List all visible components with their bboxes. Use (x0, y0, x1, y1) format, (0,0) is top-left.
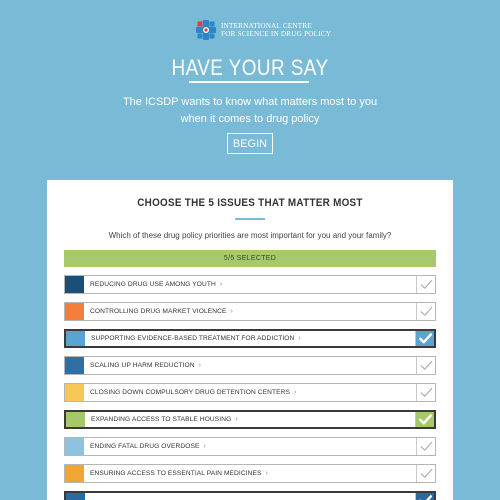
begin-button[interactable]: BEGIN (227, 133, 273, 154)
intro-text: The ICSDP wants to know what matters most to you when it comes to drug policy (122, 96, 378, 125)
issue-label-text: SCALING UP HARM REDUCTION (90, 362, 195, 369)
issue-label (90, 276, 222, 293)
issue-label (90, 303, 233, 320)
logo-line-2: FOR SCIENCE IN DRUG POLICY (221, 30, 332, 38)
title-underline (189, 81, 309, 83)
issue-option[interactable] (64, 491, 436, 500)
issue-label-text: SUPPORTING EVIDENCE-BASED TREATMENT FOR ADDICTION (91, 335, 295, 342)
issue-option[interactable] (64, 275, 436, 294)
check-filled-icon[interactable] (415, 331, 434, 346)
issue-option[interactable] (64, 383, 436, 402)
chevron-right-icon: › (203, 443, 206, 450)
chevron-right-icon: › (235, 416, 238, 423)
chevron-right-icon: › (230, 308, 233, 315)
logo-line-1: INTERNATIONAL CENTRE (221, 22, 312, 30)
issue-color-swatch (65, 276, 84, 293)
issue-color-swatch (65, 357, 84, 374)
issue-label (91, 331, 301, 346)
issue-color-swatch (65, 303, 84, 320)
chevron-right-icon: › (198, 362, 202, 369)
chevron-right-icon: › (298, 335, 301, 342)
check-outline-icon[interactable] (416, 438, 435, 455)
chevron-right-icon: › (265, 470, 268, 477)
issue-option[interactable] (64, 356, 436, 375)
chevron-right-icon: › (294, 389, 297, 396)
survey-title: CHOOSE THE 5 ISSUES THAT MATTER MOST (137, 197, 363, 209)
check-filled-icon[interactable] (415, 412, 434, 427)
issue-label (90, 465, 268, 482)
issue-label (90, 438, 206, 455)
issue-color-swatch (65, 438, 84, 455)
issue-label-text: REDUCING DRUG USE AMONG YOUTH (90, 281, 216, 288)
selection-counter: 5/5 SELECTED (64, 250, 436, 267)
survey-question: Which of these drug policy priorities are most important for you and your family? (108, 231, 392, 240)
check-outline-icon[interactable] (416, 384, 435, 401)
issue-option[interactable] (64, 302, 436, 321)
logo-emblem-icon (196, 20, 216, 40)
icsdp-logo[interactable] (196, 20, 331, 40)
issue-option[interactable] (64, 437, 436, 456)
check-outline-icon[interactable] (416, 357, 435, 374)
issue-option[interactable] (64, 464, 436, 483)
check-filled-icon[interactable] (415, 493, 434, 500)
issue-color-swatch (66, 493, 85, 500)
issue-label-text: ENSURING ACCESS TO ESSENTIAL PAIN MEDICINES (90, 470, 262, 477)
issue-label-text: CONTROLLING DRUG MARKET VIOLENCE (90, 308, 227, 315)
issue-option[interactable] (64, 329, 436, 348)
issue-label (91, 412, 238, 427)
logo-wordmark (221, 22, 331, 38)
issue-color-swatch (65, 465, 84, 482)
check-outline-icon[interactable] (416, 276, 435, 293)
check-outline-icon[interactable] (416, 303, 435, 320)
issue-label-text: EXPANDING ACCESS TO STABLE HOUSING (91, 416, 232, 423)
survey-title-underline (235, 218, 265, 220)
issue-label-text: ENDING FATAL DRUG OVERDOSE (90, 443, 200, 450)
survey-card (47, 180, 453, 500)
chevron-right-icon: › (219, 281, 223, 288)
issue-color-swatch (66, 412, 85, 427)
page-title: HAVE YOUR SAY (171, 55, 329, 80)
issue-color-swatch (66, 331, 85, 346)
issue-label (90, 357, 201, 374)
issue-color-swatch (65, 384, 84, 401)
check-outline-icon[interactable] (416, 465, 435, 482)
issue-option[interactable] (64, 410, 436, 429)
issue-label-text: CLOSING DOWN COMPULSORY DRUG DETENTION CENTERS (90, 389, 290, 396)
issue-label (90, 384, 296, 401)
